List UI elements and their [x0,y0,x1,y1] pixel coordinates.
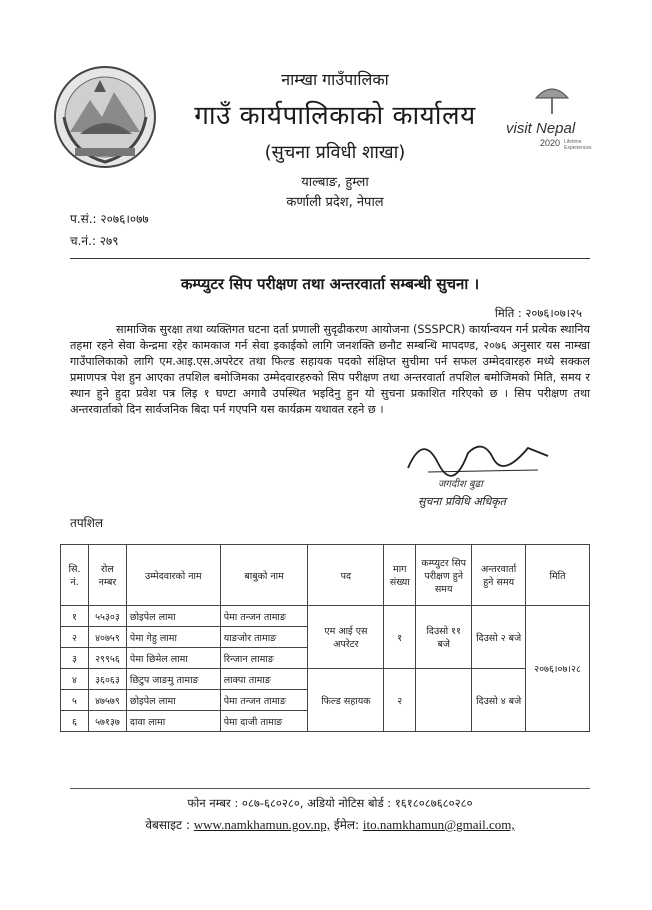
nepal-emblem-icon [50,62,160,172]
cell-father: याङजोर तामाङ [220,627,308,648]
cell-sn: ४ [61,669,89,690]
address-line1: याल्बाङ, हुम्ला [301,175,369,190]
cell-roll: ५५३०३ [88,606,126,627]
header-interview-time: अन्तरवार्ता हुने समय [472,545,526,606]
cell-father: पेमा दाजी तामाङ [220,711,308,732]
visit-nepal-year: 2020 [540,138,561,148]
cell-sn: ५ [61,690,89,711]
signatory-name: जगदीश बुढा [438,479,483,490]
dispatch-number: च.नं.: २७९ [70,234,119,248]
cell-demand-group1: १ [384,606,416,669]
cell-father: पेमा तन्जन तामाङ [220,690,308,711]
cell-candidate: पेमा छिमेल लामा [126,648,220,669]
cell-interview-time-group2: दिउसो ४ बजे [472,669,526,732]
cell-roll: २९९५६ [88,648,126,669]
visit-nepal-text: visit Nepal [506,120,576,137]
cell-date: २०७६।०७।२८ [526,606,590,732]
cell-sn: ३ [61,648,89,669]
table-row [61,669,590,690]
header-computer-time: कम्प्युटर सिप परीक्षण हुने समय [416,545,472,606]
header-demand: माग संख्या [384,545,416,606]
website-label: वेबसाइट : [145,818,190,832]
email-label: ईमेल: [333,818,360,832]
cell-candidate: छोइपेल लामा [126,606,220,627]
schedule-label: तपशिल [70,516,104,530]
header-sn: सि. नं. [61,545,89,606]
website-link[interactable]: www.namkhamun.gov.np, [193,817,330,832]
signature-block [398,428,558,518]
cell-sn: ६ [61,711,89,732]
table-row [61,606,590,627]
cell-candidate: छिटुप जाङमु तामाङ [126,669,220,690]
schedule-table [60,544,590,732]
umbrella-icon [532,80,572,116]
header-roll: रोल नम्बर [88,545,126,606]
cell-father: पेमा तन्जन तामाङ [220,606,308,627]
cell-interview-time-group1: दिउसो २ बजे [472,606,526,669]
visit-nepal-tagline: Lifetime Experiences [564,139,592,151]
header-post: पद [308,545,384,606]
footer-contacts [70,816,590,833]
header-divider [70,258,590,259]
cell-roll: ४०७५९ [88,627,126,648]
address-line2: कर्णाली प्रदेश, नेपाल [286,195,384,210]
notice-date: मिति : २०७६।०७।२५ [494,306,582,320]
cell-candidate: पेमा गेहु लामा [126,627,220,648]
header-father: बाबुको नाम [220,545,308,606]
cell-candidate: छोइपेल लामा [126,690,220,711]
header-candidate: उम्मेदवारको नाम [126,545,220,606]
cell-father: लाक्पा तामाङ [220,669,308,690]
footer-divider [70,788,590,789]
table-header-row [61,545,590,606]
header-date: मिति [526,545,590,606]
cell-candidate: दावा लामा [126,711,220,732]
notice-subject: कम्प्युटर सिप परीक्षण तथा अन्तरवार्ता सम्बन्धी सुचना । [180,275,480,293]
cell-post-group1: एम आई एस अपरेटर [308,606,384,669]
notice-body: सामाजिक सुरक्षा तथा व्यक्तिगत घटना दर्ता प्रणाली सुदृढीकरण आयोजना (SSSPCR) कार्यान्वयन गर्न प्रत्येक स्थानिय तहमा रहने सेवा केन्द्रमा रहेर कामकाज गर्न सेवा इकाईको लागि जनशक्ति छनौट सम्बन्धि मापदण्ड, २०७६ अनुसार यस नाम्खा गाउँपालिकाको लागि एम.आइ.एस.अपरेटर तथा फिल्ड सहायक पदको संक्षिप्त सुचीमा पर्न सफल उम्मेदवारहरु मध्ये सक्कल प्रमाणपत्र पेश हुन आएका तपशिल बमोजिमका उम्मेदवारहरुको सिप परीक्षण तथा अन्तरवार्ता तपशिल बमोजिमको मिति, समय र स्थान हुने हुदा प्रवेश पत्र लिइ १ घण्टा अगावै उपस्थित भइदिनु हुन यो सुचना प्रकाशित गरिएको छ । सिप परीक्षण तथा अन्तरवार्ताको दिन सार्वजनिक बिदा पर्न गएपनि यस कार्यक्रम यथावत रहने छ । [70,323,590,416]
cell-roll: ५७१३७ [88,711,126,732]
visit-nepal-logo [490,80,610,160]
cell-computer-time-group1: दिउसो ११ बजे [416,606,472,669]
branch-name: (सुचना प्रविधी शाखा) [264,142,406,163]
cell-sn: १ [61,606,89,627]
cell-computer-time-group2 [416,669,472,732]
municipality-name: नाम्खा गाउँपालिका [281,70,389,89]
office-name: गाउँ कार्यपालिकाको कार्यालय [194,101,476,131]
handwritten-signature [398,428,558,478]
cell-sn: २ [61,627,89,648]
cell-roll: ३६०६३ [88,669,126,690]
cell-father: रिन्जान लामाङ [220,648,308,669]
signatory-title: सुचना प्रविधि अधिकृत [418,495,506,508]
cell-post-group2: फिल्ड सहायक [308,669,384,732]
reference-number: प.सं.: २०७६।०७७ [70,212,149,226]
cell-roll: ४७५७९ [88,690,126,711]
cell-demand-group2: २ [384,669,416,732]
email-link[interactable]: ito.namkhamun@gmail.com, [362,817,515,832]
footer-phone: फोन नम्बर : ०८७-६८०२८०, अडियो नोटिस बोर्ड : १६१८०८७६८०२८० [187,796,473,810]
